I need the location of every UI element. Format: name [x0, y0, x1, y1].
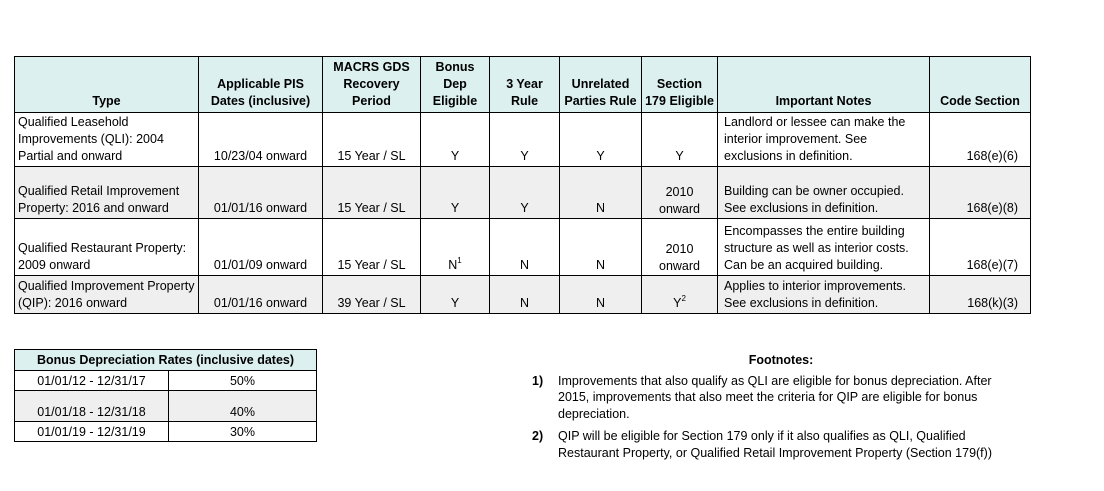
- notes-cell: Applies to interior improvements. See exclusions in definition.: [718, 276, 930, 314]
- dates-cell: 01/01/16 onward: [199, 276, 323, 314]
- bonus-value: Y: [450, 201, 460, 215]
- rates-table-title: Bonus Depreciation Rates (inclusive dates): [15, 350, 317, 371]
- notes-cell: Encompasses the entire building structure as well as interior costs. Can be an acquired building.: [718, 219, 930, 276]
- footnote-text: Improvements that also qualify as QLI are eligible for bonus depreciation. After 2015, improvements that also meet the criteria for QIP are eligible for bonus depreciation.: [558, 373, 992, 421]
- rate-value-cell: 50%: [169, 371, 317, 391]
- dates-cell: 01/01/09 onward: [199, 219, 323, 276]
- footnote-ref: 2: [681, 294, 686, 303]
- footnote-ref: 1: [457, 256, 462, 265]
- bonus-cell: [421, 276, 490, 314]
- bonus-cell: [421, 219, 490, 276]
- sec179-cell: [642, 167, 718, 219]
- bonus-value: N: [448, 258, 458, 272]
- col-header-type: Type: [15, 57, 199, 113]
- rate-value-cell: 30%: [169, 422, 317, 442]
- unrelated-cell: Y: [560, 113, 642, 167]
- notes-cell: Landlord or lessee can make the interior improvement. See exclusions in definition.: [718, 113, 930, 167]
- notes-cell: Building can be owner occupied. See exclusions in definition.: [718, 167, 930, 219]
- bonus-value: Y: [450, 149, 460, 163]
- col-header-recovery-period: MACRS GDS Recovery Period: [323, 57, 421, 113]
- sec179-value: 2010 onward: [659, 242, 700, 273]
- sec179-cell: [642, 113, 718, 167]
- code-cell: 168(e)(7): [930, 219, 1031, 276]
- type-cell: Qualified Leasehold Improvements (QLI): 2004 Partial and onward: [15, 113, 199, 167]
- col-header-section-179: Section 179 Eligible: [642, 57, 718, 113]
- code-cell: 168(k)(3): [930, 276, 1031, 314]
- rate-value-cell: 40%: [169, 391, 317, 422]
- footnote-item: [532, 373, 1012, 423]
- col-header-bonus-dep: Bonus Dep Eligible: [421, 57, 490, 113]
- code-cell: 168(e)(6): [930, 113, 1031, 167]
- three-year-cell: Y: [490, 113, 560, 167]
- table-row: [15, 219, 1031, 276]
- bonus-cell: [421, 113, 490, 167]
- sec179-cell: [642, 276, 718, 314]
- footnote-number: 1): [532, 373, 544, 388]
- col-header-notes: Important Notes: [718, 57, 930, 113]
- type-cell: Qualified Retail Improvement Property: 2016 and onward: [15, 167, 199, 219]
- sec179-value: 2010 onward: [659, 185, 700, 216]
- type-cell: Qualified Restaurant Property: 2009 onward: [15, 219, 199, 276]
- period-cell: 15 Year / SL: [323, 219, 421, 276]
- rates-row: [15, 422, 317, 442]
- property-classification-table: [14, 56, 1031, 314]
- rates-row: [15, 371, 317, 391]
- sec179-cell: [642, 219, 718, 276]
- code-cell: 168(e)(8): [930, 167, 1031, 219]
- col-header-pis-dates: Applicable PIS Dates (inclusive): [199, 57, 323, 113]
- dates-cell: 10/23/04 onward: [199, 113, 323, 167]
- header-row: [15, 57, 1031, 113]
- dates-cell: 01/01/16 onward: [199, 167, 323, 219]
- bonus-value: Y: [450, 296, 460, 310]
- footnote-item: [532, 428, 1012, 461]
- rates-row: [15, 391, 317, 422]
- footnotes-title: Footnotes:: [748, 353, 814, 367]
- sec179-value: Y: [673, 296, 682, 310]
- period-cell: 15 Year / SL: [323, 113, 421, 167]
- three-year-cell: N: [490, 276, 560, 314]
- col-header-unrelated-parties: Unrelated Parties Rule: [560, 57, 642, 113]
- footnote-number: 2): [532, 429, 544, 443]
- period-cell: 15 Year / SL: [323, 167, 421, 219]
- col-header-code-section: Code Section: [930, 57, 1031, 113]
- three-year-cell: N: [490, 219, 560, 276]
- unrelated-cell: N: [560, 276, 642, 314]
- bonus-depreciation-rates-table: [14, 349, 317, 442]
- three-year-cell: Y: [490, 167, 560, 219]
- rate-dates-cell: 01/01/19 - 12/31/19: [15, 422, 169, 442]
- bonus-cell: [421, 167, 490, 219]
- unrelated-cell: N: [560, 219, 642, 276]
- rate-dates-cell: 01/01/12 - 12/31/17: [15, 371, 169, 391]
- sec179-value: Y: [675, 149, 684, 163]
- table-row: [15, 113, 1031, 167]
- rate-dates-cell: 01/01/18 - 12/31/18: [15, 391, 169, 422]
- rates-header-row: [15, 350, 317, 371]
- unrelated-cell: N: [560, 167, 642, 219]
- type-cell: Qualified Improvement Property (QIP): 2016 onward: [15, 276, 199, 314]
- table-row: [15, 276, 1031, 314]
- footnotes-section: [532, 352, 1012, 467]
- col-header-3-year-rule: 3 Year Rule: [490, 57, 560, 113]
- table-row: [15, 167, 1031, 219]
- period-cell: 39 Year / SL: [323, 276, 421, 314]
- footnote-text: QIP will be eligible for Section 179 only if it also qualifies as QLI, Qualified Restaurant Property, or Qualified Retail Improvement Property (Section 179(f)): [558, 429, 992, 460]
